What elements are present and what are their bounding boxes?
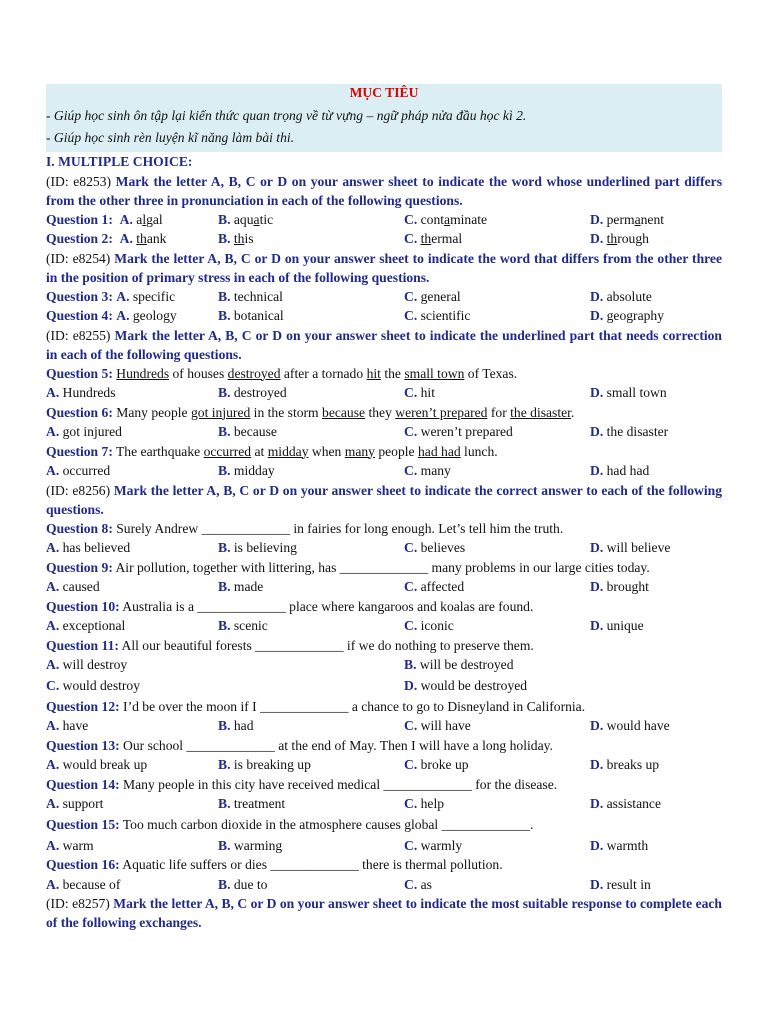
question-stem: Question 8: Surely Andrew _____________ in fairies for long enough. Let’s tell him the truth. bbox=[46, 520, 564, 536]
question-stem: Question 14: Many people in this city have received medical _____________ for the disease. bbox=[46, 776, 558, 792]
option-d[interactable]: D. geography bbox=[590, 308, 665, 323]
question-stem: Question 16: Aquatic life suffers or dies _____________ there is thermal pollution. bbox=[46, 857, 503, 872]
option-d[interactable]: D. absolute bbox=[590, 288, 652, 304]
option-c[interactable]: C. weren’t prepared bbox=[404, 424, 513, 439]
option-c[interactable]: C. hit bbox=[404, 385, 435, 400]
option-c[interactable]: C. scientific bbox=[404, 308, 471, 323]
question-label: Question 11: bbox=[46, 637, 119, 653]
question-row bbox=[46, 306, 722, 326]
option-d[interactable]: D. small town bbox=[590, 385, 667, 400]
option-c[interactable]: C. as bbox=[404, 876, 432, 892]
question-label: Question 7: bbox=[46, 443, 113, 459]
option-a[interactable]: Question 1: A. algal bbox=[46, 211, 163, 227]
question-label: Question 12: bbox=[46, 698, 120, 714]
option-b[interactable]: B. due to bbox=[218, 876, 268, 892]
option-d[interactable]: D. assistance bbox=[590, 796, 661, 811]
option-c[interactable]: C. broke up bbox=[404, 757, 469, 772]
question-stem: Question 9: Air pollution, together with littering, has _____________ many problems in our large cities today. bbox=[46, 559, 650, 575]
question-label: Question 4: bbox=[46, 308, 113, 323]
option-a[interactable]: Question 4: A. geology bbox=[46, 308, 177, 323]
question-stem: Question 15: Too much carbon dioxide in the atmosphere causes global _____________. bbox=[46, 816, 534, 832]
question-label: Question 13: bbox=[46, 737, 120, 753]
question-stem: Question 13: Our school _____________ at the end of May. Then I will have a long holiday. bbox=[46, 737, 553, 753]
option-a[interactable]: A. exceptional bbox=[46, 618, 126, 633]
option-c[interactable]: C. many bbox=[404, 463, 451, 478]
question-label: Question 2: bbox=[46, 231, 113, 246]
question-row bbox=[46, 210, 722, 230]
option-b[interactable]: B. is breaking up bbox=[218, 757, 311, 772]
option-b[interactable]: B. will be destroyed bbox=[404, 657, 514, 672]
options-row bbox=[46, 675, 722, 697]
option-c[interactable]: C. warmly bbox=[404, 837, 463, 853]
option-a[interactable]: A. support bbox=[46, 796, 104, 811]
option-b[interactable]: B. aquatic bbox=[218, 211, 274, 227]
question-label: Question 5: bbox=[46, 365, 113, 381]
question-label: Question 15: bbox=[46, 816, 120, 832]
option-d[interactable]: D. would have bbox=[590, 718, 670, 733]
option-a[interactable]: A. occurred bbox=[46, 463, 111, 478]
option-a[interactable]: A. has believed bbox=[46, 540, 131, 555]
instruction-text: Mark the letter A, B, C or D on your answer sheet to indicate the most suitable response to complete each of the following exchanges. bbox=[46, 896, 722, 930]
question-stem: Question 11: All our beautiful forests _____________ if we do nothing to preserve them. bbox=[46, 637, 534, 653]
options-row bbox=[46, 755, 722, 775]
option-c[interactable]: C. believes bbox=[404, 540, 466, 555]
options-row bbox=[46, 616, 722, 636]
instruction-text: Mark the letter A, B, C or D on your answer sheet to indicate the word that differs from the other three in the position of primary stress in each of the following questions. bbox=[46, 250, 722, 285]
instruction-block bbox=[46, 894, 722, 932]
options-row bbox=[46, 716, 722, 736]
option-a[interactable]: A. Hundreds bbox=[46, 385, 116, 400]
options-row bbox=[46, 461, 722, 481]
options-row bbox=[46, 383, 722, 403]
objectives-title: MỤC TIÊU bbox=[349, 85, 419, 100]
options-row bbox=[46, 655, 722, 675]
options-row bbox=[46, 875, 722, 895]
option-a[interactable]: A. because of bbox=[46, 876, 121, 892]
question-stem: Question 5: Hundreds of houses destroyed after a tornado hit the small town of Texas. bbox=[46, 365, 518, 381]
options-row bbox=[46, 836, 722, 856]
option-b[interactable]: B. is believing bbox=[218, 540, 297, 555]
option-b[interactable]: B. technical bbox=[218, 288, 283, 304]
options-row bbox=[46, 422, 722, 442]
section-title: I. MULTIPLE CHOICE: bbox=[46, 154, 193, 169]
question-row bbox=[46, 229, 722, 249]
option-a[interactable]: A. would break up bbox=[46, 757, 148, 772]
question-label: Question 6: bbox=[46, 404, 113, 420]
option-d[interactable]: D. warmth bbox=[590, 837, 649, 853]
option-b[interactable]: B. midday bbox=[218, 463, 275, 478]
instruction-id: (ID: e8257) bbox=[46, 896, 114, 911]
question-label: Question 8: bbox=[46, 520, 113, 536]
option-b[interactable]: B. scenic bbox=[218, 618, 268, 633]
option-a[interactable]: Question 2: A. thank bbox=[46, 231, 167, 246]
option-d[interactable]: D. unique bbox=[590, 618, 644, 633]
option-c[interactable]: C. iconic bbox=[404, 618, 454, 633]
option-b[interactable]: B. warming bbox=[218, 837, 283, 853]
option-b[interactable]: B. destroyed bbox=[218, 385, 287, 400]
question-label: Question 3: bbox=[46, 288, 113, 304]
instruction-id: (ID: e8253) bbox=[46, 173, 116, 189]
option-c[interactable]: C. thermal bbox=[404, 231, 463, 246]
option-b[interactable]: B. had bbox=[218, 718, 254, 733]
instruction-block bbox=[46, 249, 722, 287]
option-b[interactable]: B. this bbox=[218, 231, 254, 246]
option-a[interactable]: A. warm bbox=[46, 837, 94, 853]
question-label: Question 1: bbox=[46, 211, 113, 227]
question-stem: Question 6: Many people got injured in the storm because they weren’t prepared for the disaster. bbox=[46, 404, 575, 420]
option-d[interactable]: D. had had bbox=[590, 463, 650, 478]
option-a[interactable]: A. have bbox=[46, 718, 89, 733]
option-c[interactable]: C. will have bbox=[404, 718, 471, 733]
option-b[interactable]: B. treatment bbox=[218, 796, 286, 811]
instruction-text: Mark the letter A, B, C or D on your answer sheet to indicate the correct answer to each of the following questions. bbox=[46, 482, 722, 517]
option-c[interactable]: C. general bbox=[404, 288, 461, 304]
option-c[interactable]: C. affected bbox=[404, 579, 465, 594]
option-c[interactable]: C. contaminate bbox=[404, 211, 488, 227]
instruction-block bbox=[46, 172, 722, 210]
question-stem: Question 10: Australia is a _____________ place where kangaroos and koalas are found. bbox=[46, 598, 534, 614]
option-a[interactable]: A. got injured bbox=[46, 424, 122, 439]
option-a[interactable]: A. caused bbox=[46, 579, 100, 594]
option-b[interactable]: B. botanical bbox=[218, 308, 284, 323]
instruction-block bbox=[46, 326, 722, 364]
instruction-id: (ID: e8254) bbox=[46, 250, 115, 266]
option-d[interactable]: D. brought bbox=[590, 579, 649, 594]
instruction-text: Mark the letter A, B, C or D on your answer sheet to indicate the word whose underlined part differs from the other three in pronunciation in each of the following questions. bbox=[46, 173, 722, 208]
question-label: Question 10: bbox=[46, 598, 120, 614]
option-a[interactable]: Question 3: A. specific bbox=[46, 288, 176, 304]
option-d[interactable]: D. result in bbox=[590, 876, 651, 892]
option-d[interactable]: D. permanent bbox=[590, 211, 665, 227]
objective-line: - Giúp học sinh rèn luyện kĩ năng làm bài thi. bbox=[46, 130, 295, 145]
option-c[interactable]: C. help bbox=[404, 796, 445, 811]
question-stem: Question 12: I’d be over the moon if I _____________ a chance to go to Disneyland in California. bbox=[46, 698, 586, 714]
option-a[interactable]: A. will destroy bbox=[46, 657, 128, 672]
option-d[interactable]: D. the disaster bbox=[590, 424, 669, 439]
question-label: Question 9: bbox=[46, 559, 113, 575]
instruction-block bbox=[46, 481, 722, 519]
instruction-id: (ID: e8256) bbox=[46, 482, 114, 498]
instruction-id: (ID: e8255) bbox=[46, 327, 115, 343]
question-stem: Question 7: The earthquake occurred at midday when many people had had lunch. bbox=[46, 443, 498, 459]
option-d[interactable]: D. would be destroyed bbox=[404, 677, 528, 693]
objective-line: - Giúp học sinh ôn tập lại kiến thức quan trọng về từ vựng – ngữ pháp nửa đầu học kì 2. bbox=[46, 108, 527, 123]
options-row bbox=[46, 538, 722, 558]
worksheet-page bbox=[46, 84, 722, 932]
question-row bbox=[46, 287, 722, 307]
option-d[interactable]: D. will believe bbox=[590, 540, 671, 555]
options-row bbox=[46, 577, 722, 597]
options-row bbox=[46, 794, 722, 814]
option-b[interactable]: B. made bbox=[218, 579, 264, 594]
question-label: Question 16: bbox=[46, 857, 120, 872]
instruction-text: Mark the letter A, B, C or D on your answer sheet to indicate the underlined part that needs correction in each of the following questions. bbox=[46, 327, 722, 362]
option-c[interactable]: C. would destroy bbox=[46, 677, 141, 693]
question-label: Question 14: bbox=[46, 776, 120, 792]
option-d[interactable]: D. through bbox=[590, 231, 649, 246]
option-d[interactable]: D. breaks up bbox=[590, 757, 660, 772]
objectives-box bbox=[46, 84, 722, 152]
option-b[interactable]: B. because bbox=[218, 424, 277, 439]
